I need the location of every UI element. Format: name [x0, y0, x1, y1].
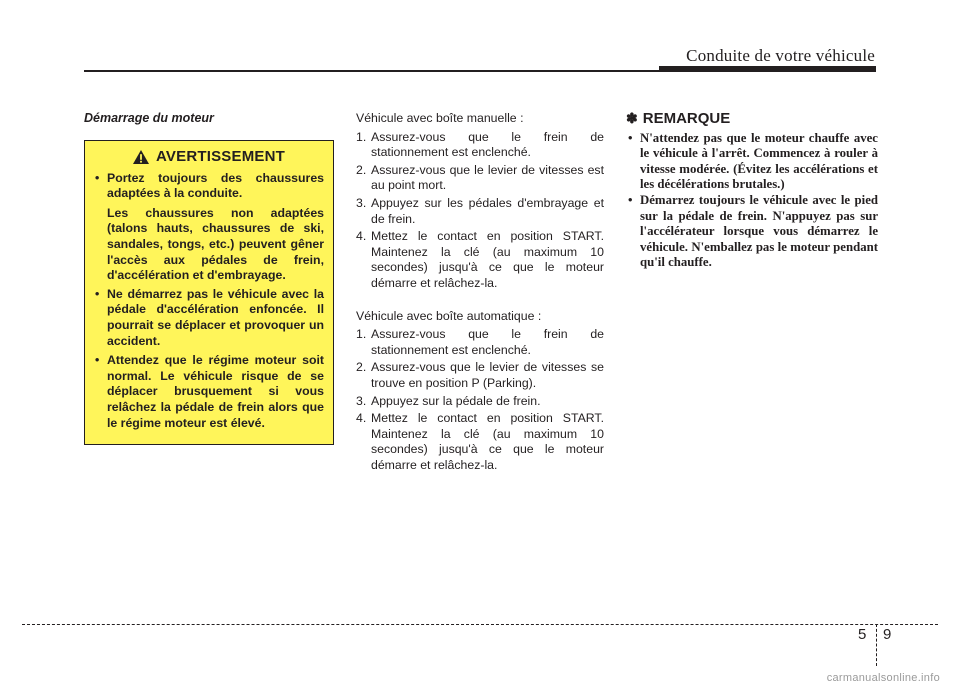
warning-item	[93, 287, 324, 349]
footer-divider	[22, 624, 938, 625]
page-number-separator	[876, 624, 877, 666]
header-rule	[84, 70, 659, 72]
list-item	[356, 229, 604, 291]
middle-column	[356, 111, 604, 490]
step-text: Assurez-vous que le frein de stationnement est enclenché.	[371, 129, 604, 160]
left-column	[84, 111, 334, 445]
step-number: 4.	[356, 411, 367, 426]
manual-heading: Véhicule avec boîte manuelle :	[356, 111, 524, 125]
remark-title	[626, 111, 878, 127]
warning-title-text: AVERTISSEMENT	[155, 147, 285, 165]
right-column	[626, 111, 878, 271]
step-number: 1.	[356, 327, 367, 342]
warning-triangle-icon	[132, 149, 150, 165]
step-text: Assurez-vous que le levier de vitesses est au point mort.	[371, 162, 604, 193]
remark-list	[626, 131, 878, 271]
manual-steps	[356, 130, 604, 292]
warning-box	[84, 140, 334, 446]
step-number: 1.	[356, 129, 367, 144]
step-text: Assurez-vous que le frein de stationnement est enclenché.	[371, 327, 604, 357]
list-item	[356, 327, 604, 358]
warning-list	[93, 171, 324, 432]
step-text: Mettez le contact en position START. Maintenez la clé (au maximum 10 secondes) jusqu'à ce que le moteur démarre et relâchez-la.	[371, 229, 604, 290]
remark-item: • Démarrez toujours le véhicule avec le pied sur la pédale de frein. N'appuyez pas sur l'accélérateur lorsque vous démarrez le véhicule. N'emballez pas le moteur pendant qu'il chauffe.	[626, 193, 878, 271]
page-header-title: Conduite de votre véhicule	[686, 46, 875, 65]
list-item	[356, 163, 604, 194]
step-number: 2.	[356, 360, 367, 375]
list-item	[356, 394, 604, 410]
warning-item-text: • Attendez que le régime moteur soit normal. Le véhicule risque de se déplacer brusquement si vous relâchez la pédale de frein alors que le régime moteur est élevé.	[107, 353, 324, 430]
asterisk-icon: ✽	[626, 110, 638, 126]
list-item	[356, 411, 604, 473]
list-item	[356, 360, 604, 391]
warning-title	[93, 149, 324, 165]
warning-item-text: • Ne démarrez pas le véhicule avec la pédale d'accélération enfoncée. Il pourrait se déplacer et provoquer un accident.	[107, 286, 324, 348]
list-item	[356, 196, 604, 227]
warning-item-text: Les chaussures non adaptées (talons hauts, chaussures de ski, sandales, tongs, etc.) peuvent gêner l'accès aux pédales de frein, d'accélération et d'embrayage.	[107, 205, 324, 283]
header-rule-accent	[659, 66, 876, 72]
automatic-steps	[356, 327, 604, 473]
step-text: Assurez-vous que le levier de vitesses se trouve en position P (Parking).	[371, 360, 604, 390]
step-text: Appuyez sur les pédales d'embrayage et de frein.	[371, 195, 604, 226]
remark-title-text: REMARQUE	[642, 110, 731, 127]
step-number: 4.	[356, 229, 367, 244]
step-number: 3.	[356, 393, 367, 408]
step-text: Appuyez sur la pédale de frein.	[371, 393, 541, 408]
section-number: 5	[858, 626, 867, 643]
warning-item	[93, 171, 324, 284]
warning-item-text: • Portez toujours des chaussures adaptées à la conduite.	[107, 170, 324, 201]
automatic-heading: Véhicule avec boîte automatique :	[356, 308, 542, 323]
remark-item: • N'attendez pas que le moteur chauffe avec le véhicule à l'arrêt. Commencez à rouler à vitesse modérée. (Évitez les accélérations et les décélérations brutales.)	[626, 131, 878, 193]
page-number: 9	[883, 626, 892, 643]
step-number: 2.	[356, 162, 367, 177]
section-heading: Démarrage du moteur	[84, 111, 214, 125]
step-number: 3.	[356, 195, 367, 210]
step-text: Mettez le contact en position START. Maintenez la clé (au maximum 10 secondes) jusqu'à ce que le moteur démarre et relâchez-la.	[371, 411, 604, 472]
warning-item	[93, 353, 324, 431]
list-item	[356, 130, 604, 161]
watermark: carmanualsonline.info	[826, 672, 940, 684]
